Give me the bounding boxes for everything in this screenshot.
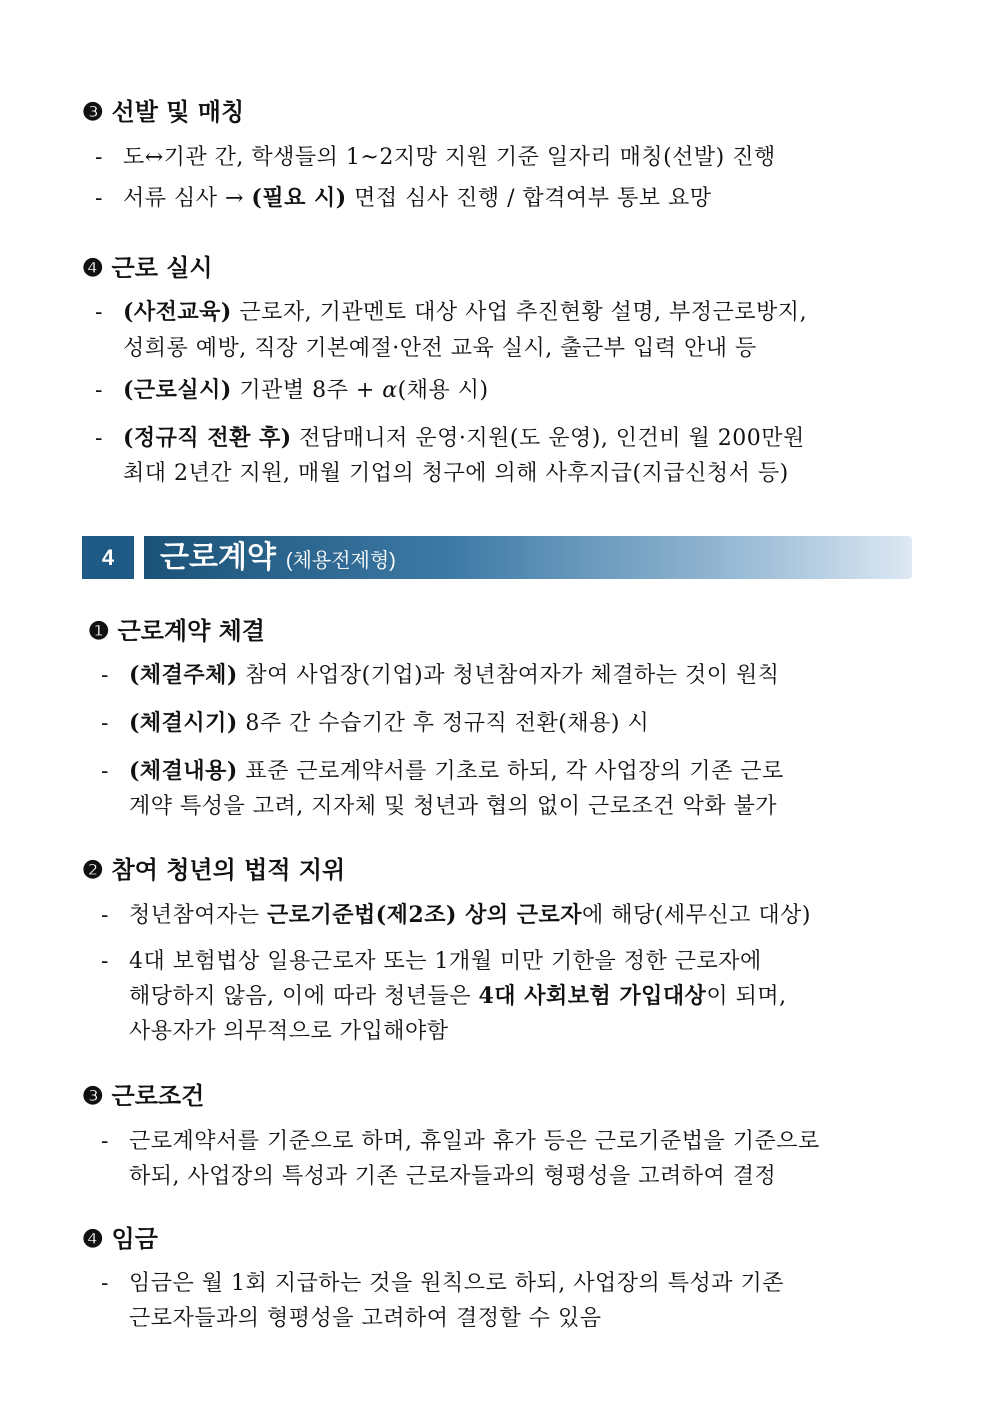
bullet-line: - 임금은 월 1회 지급하는 것을 원칙으로 하되, 사업장의 특성과 기존 [101, 1271, 784, 1296]
bullet-continuation: 계약 특성을 고려, 지자체 및 청년과 협의 없이 근로조건 악화 불가 [129, 794, 777, 819]
heading-number: ❹ [82, 253, 104, 282]
bullet-line: - 4대 보험법상 일용근로자 또는 1개월 미만 기한을 정한 근로자에 [101, 949, 762, 974]
heading-selection-matching [82, 92, 244, 127]
heading-title: 근로 실시 [111, 253, 213, 282]
bullet-line: - (체결내용) 표준 근로계약서를 기초로 하되, 각 사업장의 기존 근로 [101, 758, 784, 784]
section-title: 근로계약 [160, 541, 276, 574]
bullet-continuation: 해당하지 않음, 이에 따라 청년들은 4대 사회보험 가입대상이 되며, [129, 983, 787, 1009]
heading-wages [82, 1219, 158, 1254]
bullet-line: - 도↔기관 간, 학생들의 1~2지망 지원 기준 일자리 매칭(선발) 진행 [95, 145, 776, 170]
bullet-continuation: 성희롱 예방, 직장 기본예절·안전 교육 실시, 출근부 입력 안내 등 [123, 336, 757, 361]
heading-legal-status [82, 850, 345, 885]
heading-title: 임금 [111, 1224, 158, 1253]
heading-number: ❸ [82, 97, 104, 126]
bullet-line: - 청년참여자는 근로기준법(제2조) 상의 근로자에 해당(세무신고 대상) [101, 902, 811, 928]
heading-contract-conclusion [88, 611, 265, 646]
heading-title: 선발 및 매칭 [111, 97, 245, 126]
heading-title: 근로계약 체결 [117, 616, 265, 645]
section-number-badge: 4 [82, 536, 134, 579]
heading-working-conditions [82, 1076, 204, 1111]
bullet-line: - (체결시기) 8주 간 수습기간 후 정규직 전환(채용) 시 [101, 710, 650, 736]
heading-title: 근로조건 [111, 1081, 205, 1110]
bullet-continuation: 하되, 사업장의 특성과 기존 근로자들과의 형평성을 고려하여 결정 [129, 1164, 777, 1189]
section-subtitle: (체용전제형) [285, 550, 396, 572]
bullet-continuation: 근로자들과의 형평성을 고려하여 결정할 수 있음 [129, 1306, 602, 1331]
heading-title: 참여 청년의 법적 지위 [111, 855, 346, 884]
heading-work-execution [82, 248, 213, 283]
heading-number: ❷ [82, 855, 104, 884]
bullet-continuation: 최대 2년간 지원, 매월 기업의 청구에 의해 사후지급(지급신청서 등) [123, 461, 789, 486]
heading-number: ❹ [82, 1224, 104, 1253]
bullet-line: - (사전교육) 근로자, 기관멘토 대상 사업 추진현황 설명, 부정근로방지, [95, 299, 808, 325]
bullet-line: - (근로실시) 기관별 8주 + α(채용 시) [95, 377, 489, 403]
bullet-line: - (정규직 전환 후) 전담매니저 운영·지원(도 운영), 인건비 월 200만원 [95, 425, 805, 451]
heading-number: ❸ [82, 1081, 104, 1110]
section-banner [144, 536, 912, 579]
bullet-line: - (체결주체) 참여 사업장(기업)과 청년참여자가 체결하는 것이 원칙 [101, 662, 780, 688]
bullet-line: - 서류 심사 → (필요 시) 면접 심사 진행 / 합격여부 통보 요망 [95, 185, 712, 211]
heading-number: ❶ [88, 616, 110, 645]
bullet-line: - 근로계약서를 기준으로 하며, 휴일과 휴가 등은 근로기준법을 기준으로 [101, 1129, 820, 1154]
bullet-continuation: 사용자가 의무적으로 가입해야함 [129, 1019, 449, 1044]
